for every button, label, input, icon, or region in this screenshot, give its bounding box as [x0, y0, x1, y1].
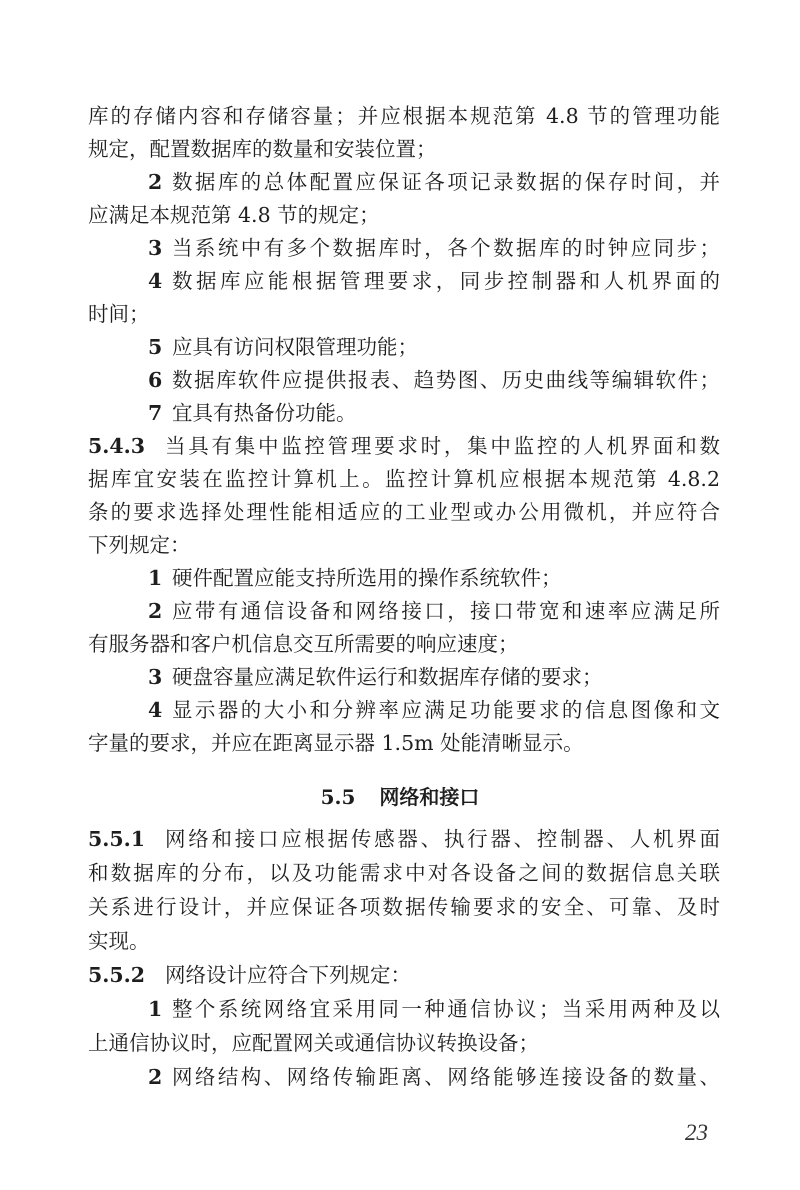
line-text: 数据库应能根据管理要求，同步控制器和人机界面的 [172, 269, 720, 293]
line-text: 当具有集中监控管理要求时，集中监控的人机界面和数 [165, 434, 720, 458]
section-title: 网络和接口 [379, 785, 480, 809]
text-line [88, 232, 720, 265]
text-line [88, 298, 720, 331]
text-line [88, 595, 720, 628]
text-line [88, 822, 720, 856]
line-text: 当系统中有多个数据库时，各个数据库的时钟应同步； [172, 236, 720, 260]
line-text: 有服务器和客户机信息交互所需要的响应速度； [88, 632, 519, 656]
line-text: 宜具有热备份功能。 [172, 401, 357, 425]
section-number: 5.5 [320, 785, 356, 809]
text-line [88, 628, 720, 661]
text-line [88, 166, 720, 199]
text-line [88, 331, 720, 364]
line-text: 显示器的大小和分辨率应满足功能要求的信息图像和文 [172, 698, 720, 722]
item-number: 2 [148, 170, 163, 194]
text-line [88, 463, 720, 496]
item-number: 5 [148, 335, 163, 359]
line-text: 网络和接口应根据传感器、执行器、控制器、人机界面 [165, 827, 720, 851]
line-text: 应具有访问权限管理功能； [172, 335, 418, 359]
text-line [88, 199, 720, 232]
text-line [88, 890, 720, 924]
text-line [88, 265, 720, 298]
line-text: 据库宜安装在监控计算机上。监控计算机应根据本规范第 4.8.2 [88, 467, 720, 491]
item-number: 2 [148, 1065, 163, 1089]
page-number: 23 [685, 1120, 708, 1145]
text-line [88, 133, 720, 166]
item-number: 3 [148, 665, 163, 689]
text-line [88, 727, 720, 760]
item-number: 3 [148, 236, 163, 260]
text-line [88, 661, 720, 694]
section-heading [0, 782, 800, 812]
text-line [88, 1060, 720, 1094]
line-text: 网络设计应符合下列规定： [165, 963, 411, 987]
line-text: 应带有通信设备和网络接口，接口带宽和速率应满足所 [172, 599, 720, 623]
item-number: 6 [148, 368, 163, 392]
line-text: 库的存储内容和存储容量；并应根据本规范第 4.8 节的管理功能 [88, 104, 720, 128]
line-text: 应满足本规范第 4.8 节的规定； [88, 203, 380, 227]
text-block-5-5 [88, 822, 720, 1094]
text-line [88, 992, 720, 1026]
text-line [88, 924, 720, 958]
line-text: 字量的要求，并应在距离显示器 1.5m 处能清晰显示。 [88, 731, 584, 755]
text-line [88, 958, 720, 992]
text-line [88, 430, 720, 463]
line-text: 硬件配置应能支持所选用的操作系统软件； [172, 566, 562, 590]
line-text: 关系进行设计，并应保证各项数据传输要求的安全、可靠、及时 [88, 895, 720, 919]
item-number: 4 [148, 269, 163, 293]
text-line [88, 496, 720, 529]
text-line [88, 1026, 720, 1060]
text-line [88, 397, 720, 430]
line-text: 数据库的总体配置应保证各项记录数据的保存时间，并 [172, 170, 720, 194]
line-text: 和数据库的分布，以及功能需求中对各设备之间的数据信息关联 [88, 861, 720, 885]
line-text: 整个系统网络宜采用同一种通信协议；当采用两种及以 [172, 997, 720, 1021]
text-line [88, 364, 720, 397]
clause-number: 5.5.1 [88, 827, 146, 851]
item-number: 7 [148, 401, 163, 425]
text-line [88, 100, 720, 133]
text-line [88, 529, 720, 562]
line-text: 时间； [88, 302, 150, 326]
line-text: 实现。 [88, 929, 150, 953]
text-line [88, 856, 720, 890]
clause-number: 5.4.3 [88, 434, 146, 458]
line-text: 上通信协议时，应配置网关或通信协议转换设备； [88, 1031, 539, 1055]
text-block-5-4 [88, 100, 720, 760]
item-number: 4 [148, 698, 163, 722]
item-number: 2 [148, 599, 163, 623]
item-number: 1 [148, 566, 163, 590]
item-number: 1 [148, 997, 163, 1021]
text-line [88, 562, 720, 595]
line-text: 硬盘容量应满足软件运行和数据库存储的要求； [172, 665, 603, 689]
text-line [88, 694, 720, 727]
line-text: 规定，配置数据库的数量和安装位置； [88, 137, 437, 161]
line-text: 网络结构、网络传输距离、网络能够连接设备的数量、 [172, 1065, 720, 1089]
clause-number: 5.5.2 [88, 963, 146, 987]
line-text: 条的要求选择处理性能相适应的工业型或办公用微机，并应符合 [88, 500, 720, 524]
line-text: 数据库软件应提供报表、趋势图、历史曲线等编辑软件； [172, 368, 720, 392]
line-text: 下列规定： [88, 533, 191, 557]
